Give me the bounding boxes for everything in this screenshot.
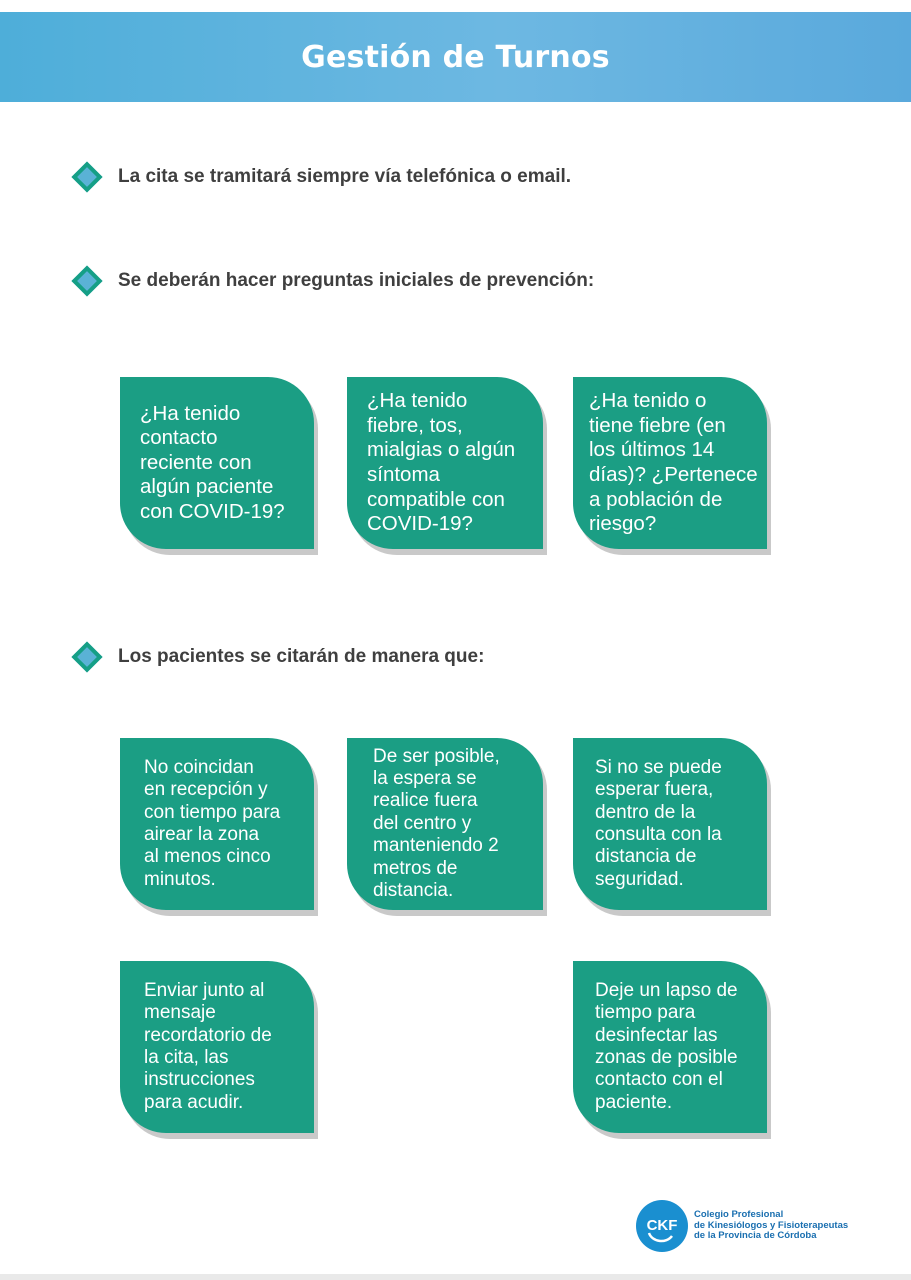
rule-card: De ser posible, la espera se realice fuera del centro y manteniendo 2 metros de distancia. — [347, 738, 543, 910]
bottom-divider — [0, 1274, 911, 1280]
rule-card: Enviar junto al mensaje recordatorio de la cita, las instrucciones para acudir. — [120, 961, 314, 1133]
rule-card: Si no se puede esperar fuera, dentro de la consulta con la distancia de seguridad. — [573, 738, 767, 910]
bullet-item — [72, 270, 594, 292]
rule-card: No coincidan en recepción y con tiempo para airear la zona al menos cinco minutos. — [120, 738, 314, 910]
bullet-text: Los pacientes se citarán de manera que: — [118, 646, 485, 667]
bullet-item — [72, 646, 484, 668]
page-title: Gestión de Turnos — [301, 39, 610, 75]
bullet-item — [72, 166, 571, 188]
logo-organization-name: Colegio Profesional de Kinesiólogos y Fisioterapeutas de la Provincia de Córdoba — [694, 1208, 849, 1242]
question-card: ¿Ha tenido contacto reciente con algún paciente con COVID-19? — [120, 377, 314, 549]
header-banner — [0, 12, 911, 102]
ckf-logo-icon — [636, 1200, 688, 1252]
diamond-bullet-icon — [71, 641, 102, 672]
question-card: ¿Ha tenido o tiene fiebre (en los últimos 14 días)? ¿Pertenece a población de riesgo? — [573, 377, 767, 549]
diamond-bullet-icon — [71, 265, 102, 296]
bullet-text: La cita se tramitará siempre vía telefónica o email. — [118, 166, 572, 187]
rule-card: Deje un lapso de tiempo para desinfectar las zonas de posible contacto con el paciente. — [573, 961, 767, 1133]
ckf-logo — [636, 1200, 848, 1252]
diamond-bullet-icon — [71, 161, 102, 192]
bullet-text: Se deberán hacer preguntas iniciales de prevención: — [118, 270, 595, 291]
question-card: ¿Ha tenido fiebre, tos, mialgias o algún síntoma compatible con COVID-19? — [347, 377, 543, 549]
logo-abbr: CKF — [646, 1217, 678, 1234]
